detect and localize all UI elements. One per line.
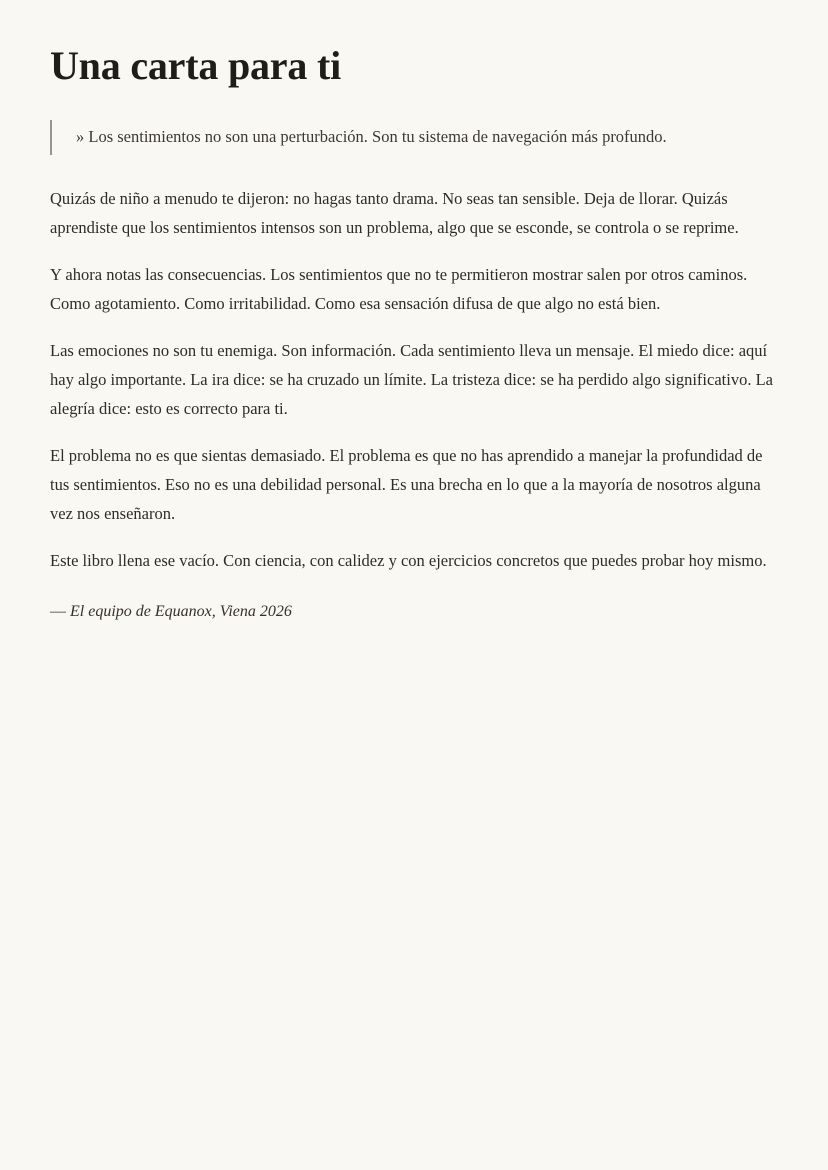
- body-copy: [50, 184, 778, 575]
- paragraph: Y ahora notas las consecuencias. Los sentimientos que no te permitieron mostrar salen por otros caminos. Como agotamiento. Como irritabilidad. Como esa sensación difusa de que algo no está bien.: [50, 264, 748, 313]
- pull-quote: [50, 120, 778, 155]
- paragraph: Quizás de niño a menudo te dijeron: no hagas tanto drama. No seas tan sensible. Deja de llorar. Quizás aprendiste que los sentimientos intensos son un problema, algo que se esconde, se controla o se reprime.: [50, 188, 739, 237]
- signature-dash: —: [50, 603, 66, 621]
- page-title: Una carta para ti: [50, 43, 341, 88]
- pull-quote-text: » Los sentimientos no son una perturbación. Son tu sistema de navegación más profundo.: [76, 127, 667, 147]
- paragraph: Las emociones no son tu enemiga. Son información. Cada sentimiento lleva un mensaje. El miedo dice: aquí hay algo importante. La ira dice: se ha cruzado un límite. La tristeza dice: se ha perdido algo significativo. La alegría dice: esto es correcto para ti.: [50, 341, 773, 419]
- signature-text: El equipo de Equanox, Viena 2026: [70, 603, 292, 621]
- paragraph: El problema no es que sientas demasiado. El problema es que no has aprendido a manejar la profundidad de tus sentimientos. Eso no es una debilidad personal. Es una brecha en lo que a la mayoría de nosotros alguna vez nos enseñaron.: [50, 446, 763, 524]
- paragraph: Este libro llena ese vacío. Con ciencia, con calidez y con ejercicios concretos que puedes probar hoy mismo.: [50, 551, 767, 571]
- signature-line: [50, 599, 778, 625]
